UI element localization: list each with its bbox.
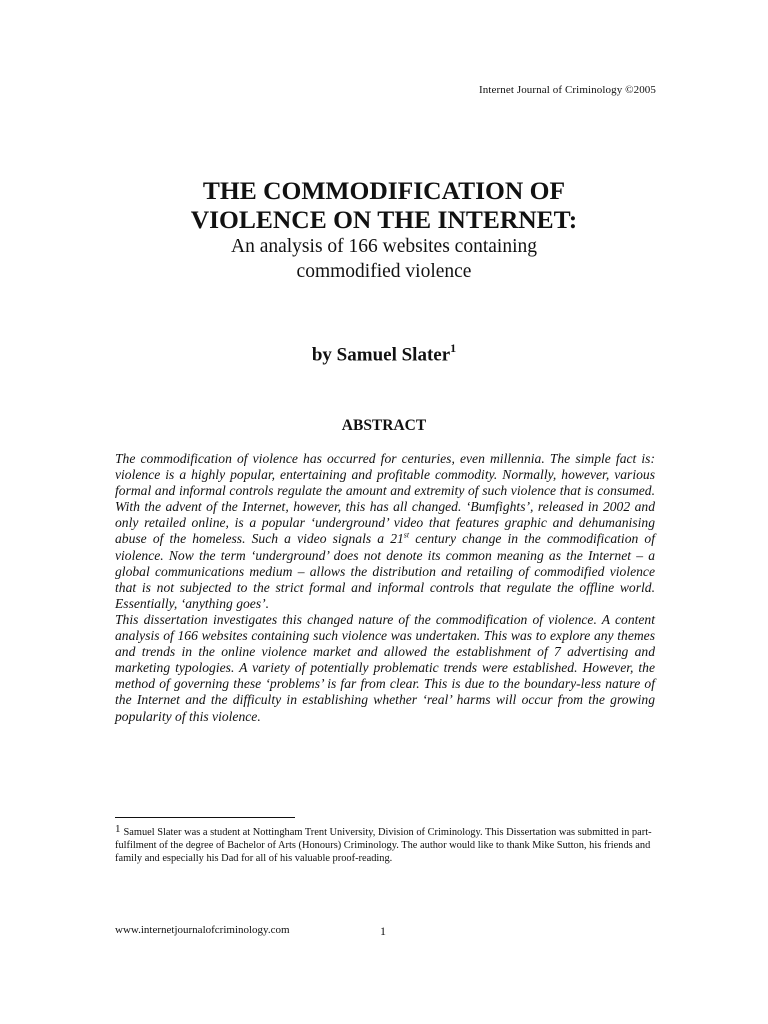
abstract-heading: ABSTRACT — [341, 417, 427, 434]
abstract-paragraph-1 — [115, 451, 655, 612]
author-name: by Samuel Slater — [311, 344, 451, 366]
footnote-text: Samuel Slater was a student at Nottingham Trent University, Division of Criminology. This Dissertation was submitted in part-fulfilment of the degree of Bachelor of Arts (Honours) Criminology. The author would like to thank Mike Sutton, his friends and family and especially his Dad for all of his valuable proof-reading. — [115, 827, 652, 864]
title-line-1: THE COMMODIFICATION OF — [202, 176, 566, 205]
footnote-mark: 1 — [115, 823, 121, 835]
author-footnote-mark: 1 — [450, 341, 457, 355]
subtitle-line-1: An analysis of 166 websites containing — [231, 236, 537, 257]
subtitle-line-2: commodified violence — [296, 261, 472, 282]
abstract-paragraph-2: This dissertation investigates this changed nature of the commodification of violence. A content analysis of 166 websites containing such violence was undertaken. This was to explore any themes and trends in the online violence market and allowed the establishment of 7 advertising and marketing typologies. A variety of potentially problematic trends were established. However, the method of governing these ‘problems’ is far from clear. This is due to the boundary-less nature of the Internet and the difficulty in establishing whether ‘real’ harms will occur from the growing popularity of this violence. — [115, 611, 655, 724]
abstract-body — [115, 451, 655, 725]
abstract-p1-text: The commodification of violence has occurred for centuries, even millennia. The simple fact is: violence is a highly popular, entertaining and profitable commodity. Normally, however, various formal and informal controls regulate the amount and extremity of such violence that is consumed. With the advent of the Internet, however, this has all changed. ‘Bumfights’, released in 2002 and only retailed online, is a popular ‘underground’ video that features graphic and dehumanising abuse of the homeless. Such a video signals a 21 — [115, 451, 655, 547]
footer-url: www.internetjournalofcriminology.com — [115, 924, 290, 936]
ordinal-superscript: st — [403, 530, 410, 540]
title-block — [0, 176, 768, 284]
title-line-2: VIOLENCE ON THE INTERNET: — [190, 205, 578, 234]
footnote — [115, 823, 660, 865]
running-header: Internet Journal of Criminology ©2005 — [478, 84, 656, 96]
page-number: 1 — [380, 924, 386, 938]
abstract-p1-text-cont: century change in the commodification of violence. Now the term ‘underground’ does not denote its common meaning as the Internet – a global communications medium – allows the distribution and retailing of commodified violence that is not subjected to the strict formal and informal controls that regulate the offline world. Essentially, ‘anything goes’. — [115, 531, 655, 611]
author-byline — [0, 342, 768, 366]
footnote-divider — [115, 817, 295, 818]
